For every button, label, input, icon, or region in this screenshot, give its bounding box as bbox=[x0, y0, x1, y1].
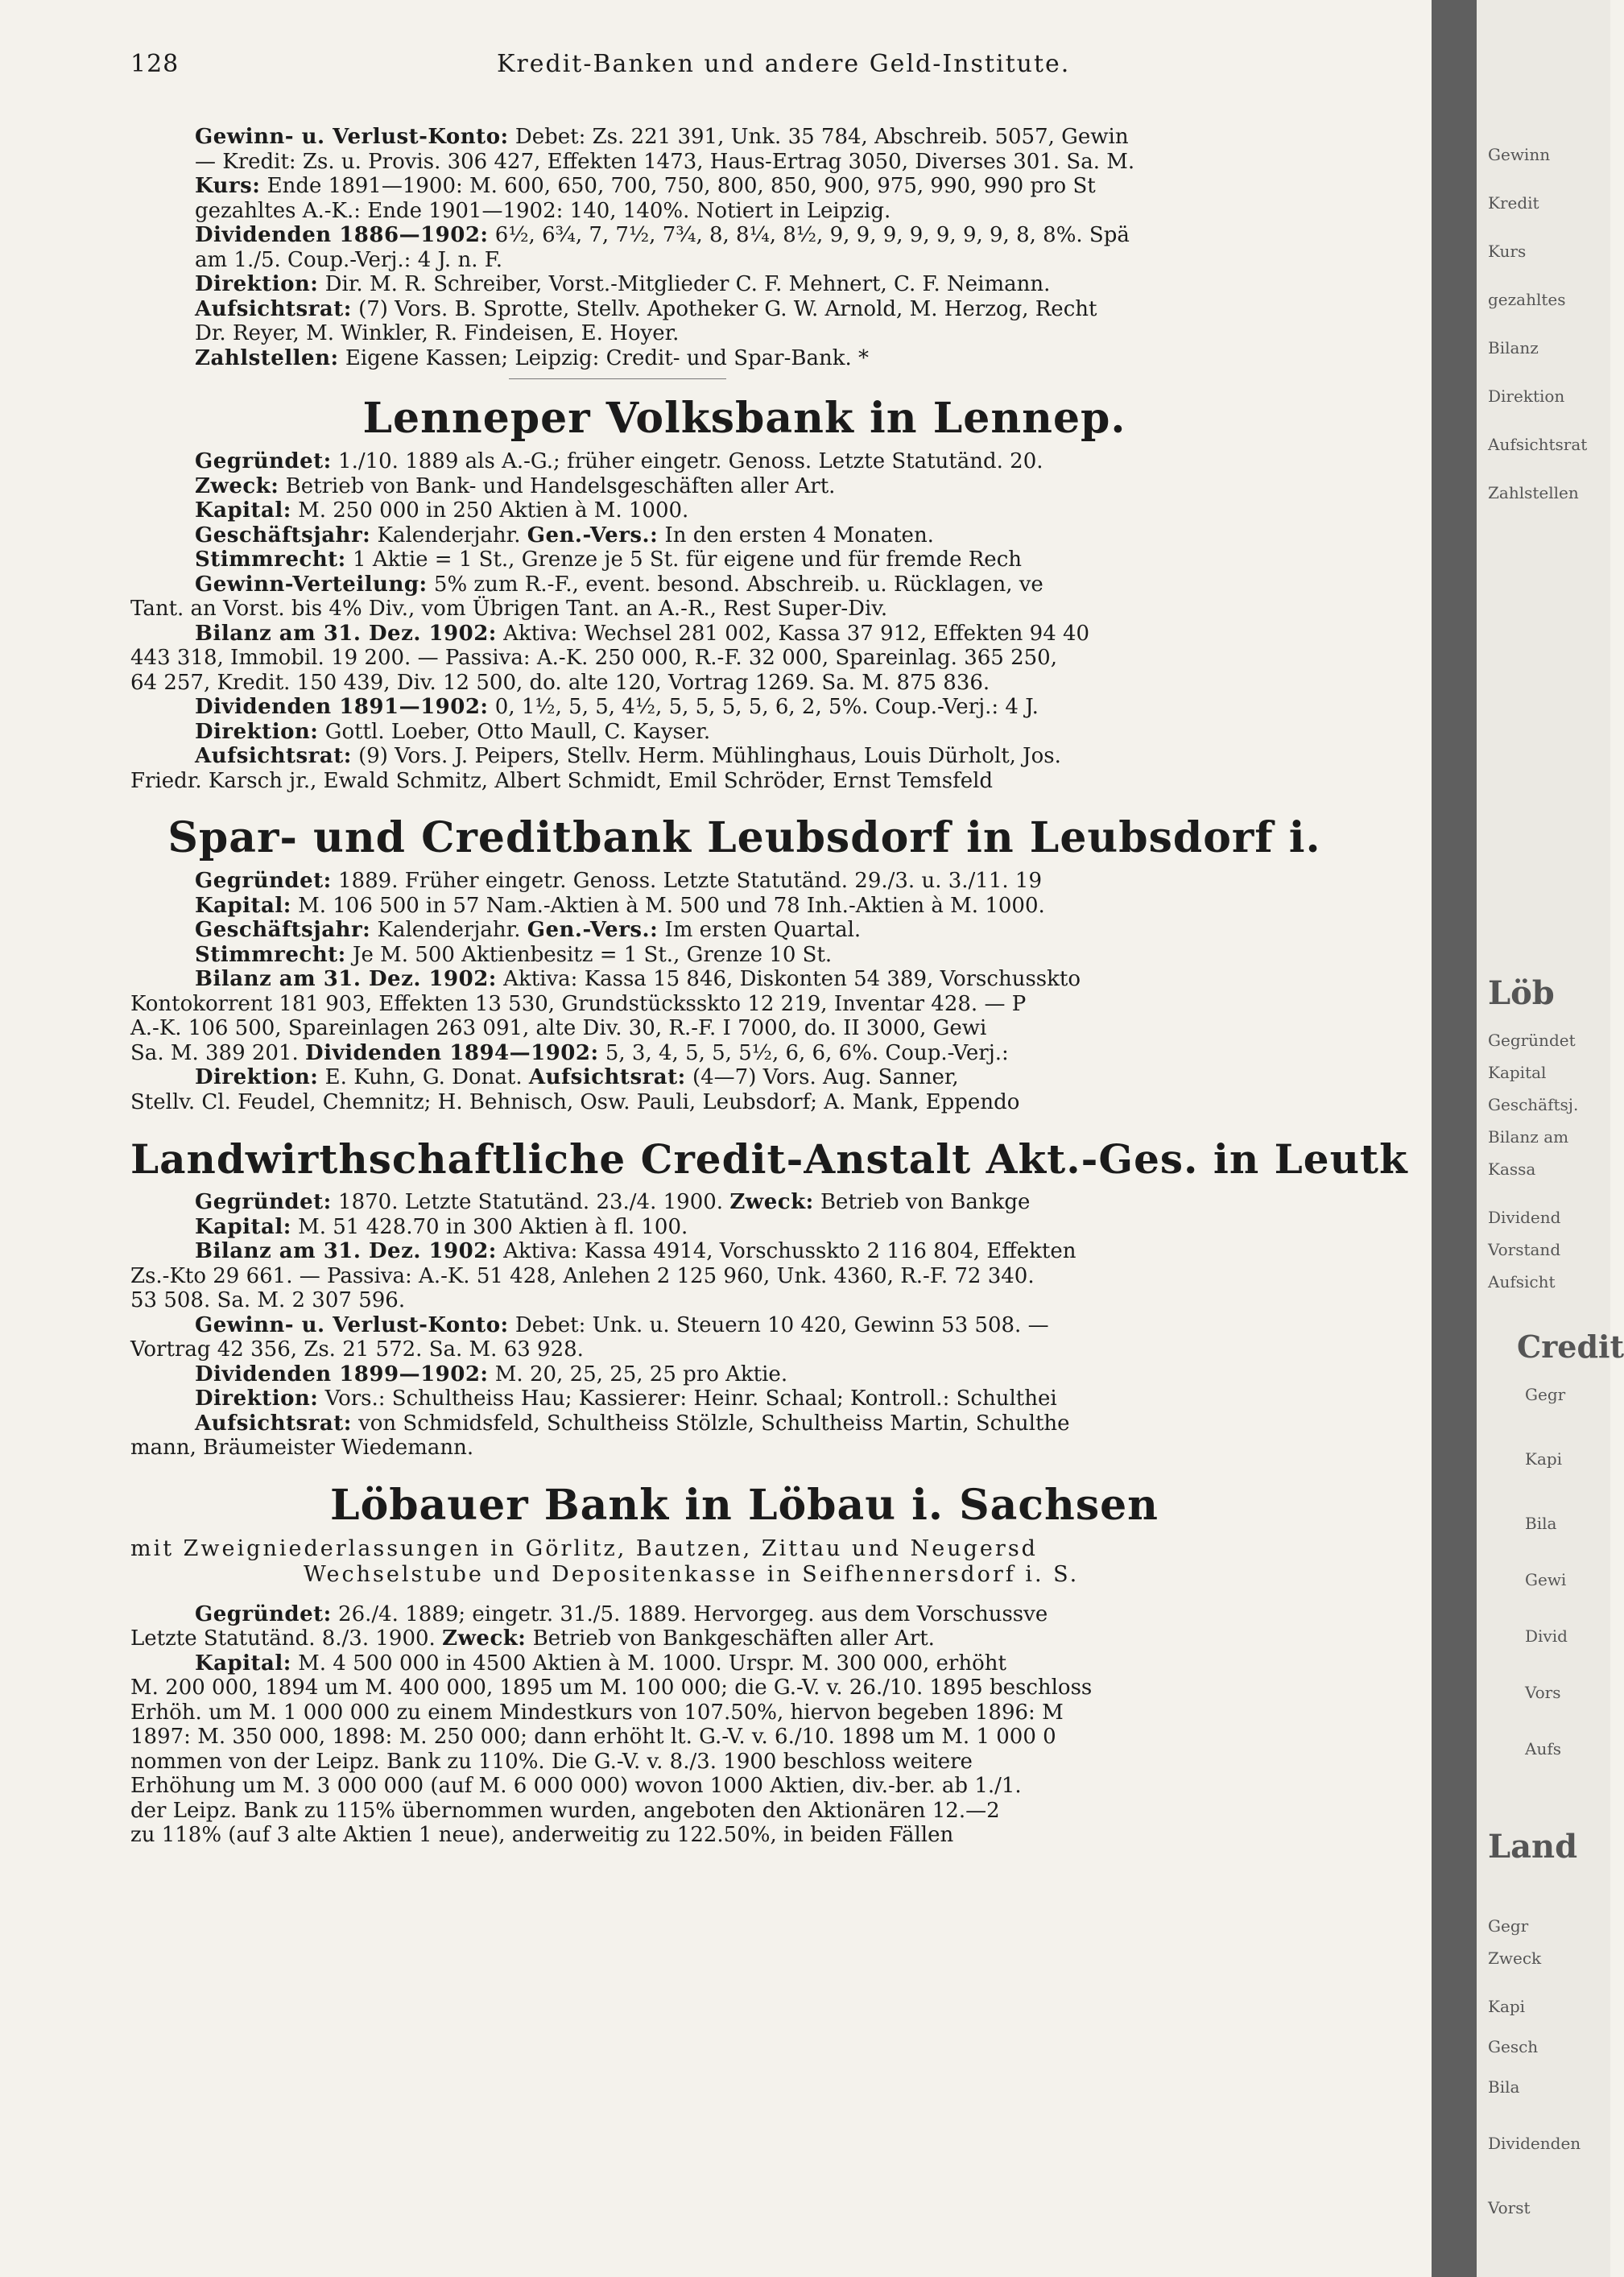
text-line: Sa. M. 389 201. Dividenden 1894—1902: 5, 3, 4, 5, 5, 5½, 6, 6, 6%. Coup.-Verj.: bbox=[130, 1040, 1009, 1065]
bleed-text: Gegr bbox=[1525, 1385, 1566, 1404]
bleed-text: Gewinn bbox=[1488, 145, 1551, 164]
prev-entry-tail bbox=[130, 125, 1358, 370]
text-line: — Kredit: Zs. u. Provis. 306 427, Effekten 1473, Haus-Ertrag 3050, Diverses 301. Sa. M. bbox=[195, 149, 1135, 174]
text-line: Kurs: Ende 1891—1900: M. 600, 650, 700, 750, 800, 850, 900, 975, 990, 990 pro St bbox=[195, 174, 1096, 198]
next-page-bleed bbox=[1477, 0, 1624, 2277]
text-line: der Leipz. Bank zu 115% übernommen wurden, angeboten den Aktionären 12.—2 bbox=[130, 1798, 1000, 1823]
text-line: Zs.-Kto 29 661. — Passiva: A.-K. 51 428, Anlehen 2 125 960, Unk. 4360, R.-F. 72 340. bbox=[130, 1263, 1035, 1288]
entry-landw-credit-anstalt bbox=[130, 1129, 1408, 1461]
text-line: Erhöhung um M. 3 000 000 (auf M. 6 000 000) wovon 1000 Aktien, div.-ber. ab 1./1. bbox=[130, 1774, 1022, 1798]
text-line: A.-K. 106 500, Spareinlagen 263 091, alte Div. 30, R.-F. I 7000, do. II 3000, Gewi bbox=[130, 1016, 987, 1040]
entry-loebauer-bank bbox=[130, 1475, 1358, 1848]
running-title: Kredit-Banken und andere Geld-Institute. bbox=[497, 50, 1071, 78]
bleed-text: Vors bbox=[1525, 1683, 1561, 1702]
text-line: Aufsichtsrat: (7) Vors. B. Sprotte, Stellv. Apotheker G. W. Arnold, M. Herzog, Recht bbox=[195, 296, 1097, 321]
text-line: Stellv. Cl. Feudel, Chemnitz; H. Behnisch, Osw. Pauli, Leubsdorf; A. Mank, Eppendo bbox=[130, 1089, 1020, 1114]
entry-lenneper-volksbank bbox=[130, 388, 1358, 793]
text-line: 443 318, Immobil. 19 200. — Passiva: A.-K. 250 000, R.-F. 32 000, Spareinlag. 365 250, bbox=[130, 646, 1057, 670]
text-line: Dividenden 1891—1902: 0, 1½, 5, 5, 4½, 5, 5, 5, 5, 6, 2, 5%. Coup.-Verj.: 4 J. bbox=[195, 695, 1039, 719]
text-line: Gewinn- u. Verlust-Konto: Debet: Zs. 221 391, Unk. 35 784, Abschreib. 5057, Gewin bbox=[195, 125, 1129, 149]
bleed-text: Dividend bbox=[1488, 1208, 1561, 1227]
text-line: nommen von der Leipz. Bank zu 110%. Die G.-V. v. 8./3. 1900 beschloss weitere bbox=[130, 1749, 973, 1774]
bleed-text: Bila bbox=[1525, 1514, 1557, 1533]
bleed-text: gezahltes bbox=[1488, 290, 1566, 309]
text-line: 1897: M. 350 000, 1898: M. 250 000; dann erhöht lt. G.-V. v. 6./10. 1898 um M. 1 000 0 bbox=[130, 1725, 1056, 1749]
text-line: M. 200 000, 1894 um M. 400 000, 1895 um M. 100 000; die G.-V. v. 26./10. 1895 beschloss bbox=[130, 1676, 1093, 1700]
text-line: Zahlstellen: Eigene Kassen; Leipzig: Credit- und Spar-Bank. * bbox=[195, 345, 870, 370]
entry-subtitle: Wechselstube und Depositenkasse in Seifhennersdorf i. S. bbox=[304, 1561, 1080, 1587]
binding-shadow bbox=[1432, 0, 1477, 2277]
text-line: Tant. an Vorst. bis 4% Div., vom Übrigen Tant. an A.-R., Rest Super-Div. bbox=[130, 597, 888, 621]
bleed-text: Kapi bbox=[1525, 1449, 1563, 1469]
text-line: Bilanz am 31. Dez. 1902: Aktiva: Wechsel 281 002, Kassa 37 912, Effekten 94 40 bbox=[195, 621, 1090, 646]
text-line: Direktion: Dir. M. R. Schreiber, Vorst.-Mitglieder C. F. Mehnert, C. F. Neimann. bbox=[195, 272, 1051, 296]
bleed-heading: Credit bbox=[1517, 1329, 1624, 1365]
text-line: zu 118% (auf 3 alte Aktien 1 neue), anderweitig zu 122.50%, in beiden Fällen bbox=[130, 1823, 954, 1847]
bleed-text: Vorstand bbox=[1488, 1240, 1561, 1259]
bleed-text: Divid bbox=[1525, 1626, 1568, 1646]
bleed-text: Aufsicht bbox=[1488, 1272, 1556, 1291]
text-line: Dr. Reyer, M. Winkler, R. Findeisen, E. Hoyer. bbox=[195, 321, 680, 345]
text-line: Gegründet: 1870. Letzte Statutänd. 23./4. 1900. Zweck: Betrieb von Bankge bbox=[195, 1190, 1031, 1214]
entry-spar-creditbank-leubsdorf bbox=[130, 808, 1358, 1114]
bleed-text: Gegr bbox=[1488, 1916, 1529, 1936]
entry-subtitle: mit Zweigniederlassungen in Görlitz, Bautzen, Zittau und Neugersd bbox=[130, 1535, 1038, 1561]
bleed-text: Aufs bbox=[1525, 1739, 1561, 1758]
entry-title: Lenneper Volksbank in Lennep. bbox=[362, 394, 1126, 443]
text-line: Direktion: Vors.: Schultheiss Hau; Kassierer: Heinr. Schaal; Kontroll.: Schulthei bbox=[195, 1386, 1057, 1411]
text-line: Friedr. Karsch jr., Ewald Schmitz, Albert Schmidt, Emil Schröder, Ernst Temsfeld bbox=[130, 768, 994, 793]
text-line: 64 257, Kredit. 150 439, Div. 12 500, do. alte 120, Vortrag 1269. Sa. M. 875 836. bbox=[130, 670, 990, 695]
text-line: mann, Bräumeister Wiedemann. bbox=[130, 1436, 474, 1460]
text-line: Kapital: M. 250 000 in 250 Aktien à M. 1000. bbox=[195, 498, 689, 523]
bleed-text: Vorst bbox=[1488, 2198, 1531, 2217]
text-line: Geschäftsjahr: Kalenderjahr. Gen.-Vers.: In den ersten 4 Monaten. bbox=[195, 523, 934, 548]
text-line: Kontokorrent 181 903, Effekten 13 530, Grundstücksskto 12 219, Inventar 428. — P bbox=[130, 991, 1027, 1016]
text-line: Direktion: Gottl. Loeber, Otto Maull, C. Kayser. bbox=[195, 719, 711, 744]
bleed-text: Kapi bbox=[1488, 1997, 1526, 2016]
text-line: gezahltes A.-K.: Ende 1901—1902: 140, 140%. Notiert in Leipzig. bbox=[195, 198, 891, 223]
text-line: Kapital: M. 4 500 000 in 4500 Aktien à M. 1000. Urspr. M. 300 000, erhöht bbox=[195, 1651, 1006, 1676]
text-line: Stimmrecht: Je M. 500 Aktienbesitz = 1 St., Grenze 10 St. bbox=[195, 942, 833, 967]
text-line: Kapital: M. 106 500 in 57 Nam.-Aktien à M. 500 und 78 Inh.-Aktien à M. 1000. bbox=[195, 893, 1045, 918]
text-line: Erhöh. um M. 1 000 000 zu einem Mindestkurs von 107.50%, hiervon begeben 1896: M bbox=[130, 1700, 1064, 1725]
text-line: Direktion: E. Kuhn, G. Donat. Aufsichtsrat: (4—7) Vors. Aug. Sanner, bbox=[195, 1065, 959, 1089]
text-line: Gewinn- u. Verlust-Konto: Debet: Unk. u. Steuern 10 420, Gewinn 53 508. — bbox=[195, 1312, 1049, 1337]
text-line: Kapital: M. 51 428.70 in 300 Aktien à fl. 100. bbox=[195, 1214, 688, 1239]
entry-title: Landwirthschaftliche Credit-Anstalt Akt.-Ges. in Leutk bbox=[130, 1135, 1408, 1183]
text-line: am 1./5. Coup.-Verj.: 4 J. n. F. bbox=[195, 247, 502, 272]
text-line: Dividenden 1899—1902: M. 20, 25, 25, 25 pro Aktie. bbox=[195, 1362, 788, 1386]
text-line: Gegründet: 1889. Früher eingetr. Genoss. Letzte Statutänd. 29./3. u. 3./11. 19 bbox=[195, 869, 1043, 893]
entry-title: Spar- und Creditbank Leubsdorf in Leubsdorf i. bbox=[167, 813, 1321, 862]
bleed-text: Bilanz am bbox=[1488, 1127, 1569, 1147]
text-line: Stimmrecht: 1 Aktie = 1 St., Grenze je 5 St. für eigene und für fremde Rech bbox=[195, 548, 1023, 572]
bleed-text: Gegründet bbox=[1488, 1031, 1576, 1050]
bleed-text: Gesch bbox=[1488, 2037, 1539, 2056]
text-line: Gegründet: 1./10. 1889 als A.-G.; früher eingetr. Genoss. Letzte Statutänd. 20. bbox=[195, 449, 1043, 473]
bleed-heading: Land bbox=[1488, 1828, 1578, 1866]
text-column bbox=[130, 125, 1408, 1848]
spacer bbox=[130, 1461, 1358, 1475]
bleed-text: Kurs bbox=[1488, 242, 1527, 261]
text-line: Bilanz am 31. Dez. 1902: Aktiva: Kassa 4914, Vorschusskto 2 116 804, Effekten bbox=[195, 1239, 1076, 1263]
bleed-text: Direktion bbox=[1488, 386, 1565, 406]
bleed-text: Aufsichtsrat bbox=[1488, 435, 1588, 454]
bleed-text: Geschäftsj. bbox=[1488, 1095, 1579, 1114]
bleed-text: Zweck bbox=[1488, 1948, 1542, 1968]
spacer bbox=[130, 1114, 1358, 1129]
bleed-text: Kredit bbox=[1488, 193, 1539, 213]
text-line: Letzte Statutänd. 8./3. 1900. Zweck: Betrieb von Bankgeschäften aller Art. bbox=[130, 1626, 935, 1651]
spacer bbox=[130, 793, 1358, 808]
text-line: Vortrag 42 356, Zs. 21 572. Sa. M. 63 928. bbox=[130, 1337, 584, 1362]
bleed-heading: Löb bbox=[1488, 974, 1555, 1012]
page-number: 128 bbox=[130, 50, 180, 78]
bleed-text: Zahlstellen bbox=[1488, 483, 1579, 502]
section-divider bbox=[130, 370, 1358, 388]
text-line: Bilanz am 31. Dez. 1902: Aktiva: Kassa 15 846, Diskonten 54 389, Vorschusskto bbox=[195, 967, 1081, 991]
bleed-text: Bilanz bbox=[1488, 338, 1539, 357]
text-line: Geschäftsjahr: Kalenderjahr. Gen.-Vers.: Im ersten Quartal. bbox=[195, 918, 862, 942]
spacer bbox=[130, 1588, 1358, 1602]
page-header bbox=[130, 50, 1346, 82]
bleed-text: Gewi bbox=[1525, 1570, 1567, 1589]
text-line: Aufsichtsrat: von Schmidsfeld, Schultheiss Stölzle, Schultheiss Martin, Schulthe bbox=[195, 1411, 1070, 1436]
bleed-text: Dividenden bbox=[1488, 2134, 1581, 2153]
text-line: Gegründet: 26./4. 1889; eingetr. 31./5. 1889. Hervorgeg. aus dem Vorschussve bbox=[195, 1601, 1048, 1626]
bleed-text: Kapital bbox=[1488, 1063, 1547, 1082]
text-line: Aufsichtsrat: (9) Vors. J. Peipers, Stellv. Herm. Mühlinghaus, Louis Dürholt, Jos. bbox=[195, 744, 1061, 768]
text-line: Dividenden 1886—1902: 6½, 6¾, 7, 7½, 7¾, 8, 8¼, 8½, 9, 9, 9, 9, 9, 9, 9, 8, 8%. Spä bbox=[195, 223, 1130, 247]
text-line: 53 508. Sa. M. 2 307 596. bbox=[130, 1288, 406, 1312]
entry-title: Löbauer Bank in Löbau i. Sachsen bbox=[330, 1480, 1159, 1530]
bleed-text: Bila bbox=[1488, 2077, 1520, 2097]
bleed-text: Kassa bbox=[1488, 1159, 1536, 1179]
text-line: Gewinn-Verteilung: 5% zum R.-F., event. besond. Abschreib. u. Rücklagen, ve bbox=[195, 572, 1043, 597]
text-line: Zweck: Betrieb von Bank- und Handelsgeschäften aller Art. bbox=[195, 473, 836, 498]
